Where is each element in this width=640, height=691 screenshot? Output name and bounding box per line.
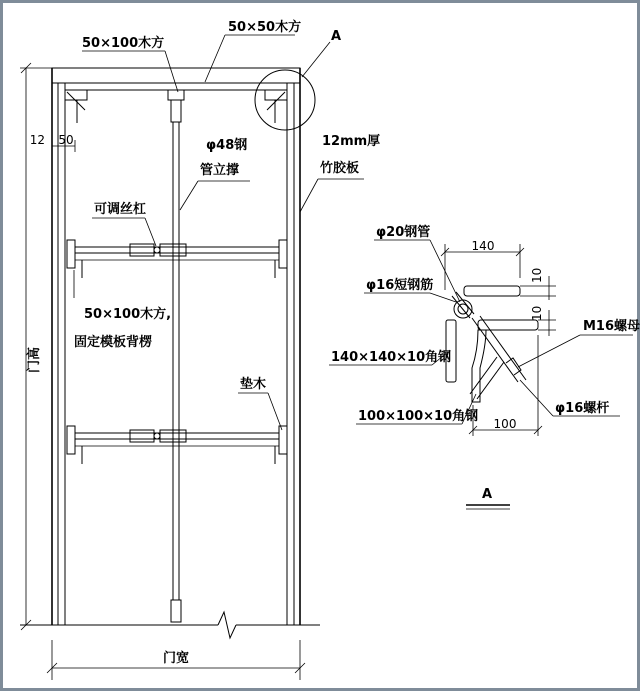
dimensions: [20, 63, 305, 680]
horizontal-brace-2: [67, 426, 287, 464]
label-short-bar-16: φ16短钢筋: [366, 278, 434, 293]
label-timber-back-1: 50×100木方,: [84, 307, 172, 322]
detail-dim-140: 140: [471, 239, 495, 253]
post-top-cap: [168, 90, 184, 100]
top-timber: [52, 68, 300, 83]
angle-100-vertical-leg: [472, 330, 486, 402]
detail-dim-10-top: 10: [530, 267, 544, 283]
detail-a-leader: [302, 42, 330, 77]
corner-block-right: [265, 90, 287, 100]
post-base: [171, 600, 181, 622]
label-timber-50x50: 50×50木方: [228, 20, 302, 35]
label-pad-wood: 垫木: [240, 377, 267, 392]
label-steel-pipe-1: φ48钢: [206, 138, 248, 153]
main-labels: [74, 19, 380, 430]
dim-12: 12: [29, 133, 45, 147]
label-detail-a: A: [331, 29, 342, 44]
door-height-label: 门高: [27, 346, 42, 374]
corner-block-left: [65, 90, 87, 100]
label-timber-back-2: 固定模板背楞: [74, 335, 153, 350]
bolt-16-upper: [472, 318, 518, 382]
door-width-label: 门宽: [162, 651, 190, 666]
angle-140-top-leg: [464, 286, 520, 296]
horizontal-brace-1: [67, 240, 287, 278]
label-timber-50x100: 50×100木方: [82, 36, 165, 51]
detail-dim-10-bottom: 10: [530, 305, 544, 321]
label-bolt-16: φ16螺杆: [555, 401, 610, 416]
label-angle-140: 140×140×10角钢: [331, 350, 452, 365]
label-pipe-20: φ20钢管: [376, 225, 431, 240]
detail-a-title: A: [481, 487, 493, 502]
label-nut-m16: M16螺母: [583, 319, 640, 334]
door-frame: [20, 42, 330, 638]
post-top-screw: [171, 100, 181, 122]
label-plywood-1: 12mm厚: [322, 134, 381, 149]
ground-break: [218, 612, 236, 638]
detail-dim-100: 100: [493, 417, 517, 431]
label-plywood-2: 竹胶板: [320, 161, 360, 176]
label-angle-100: 100×100×10角钢: [358, 409, 479, 424]
detail-a-drawing: [329, 224, 640, 509]
label-adjustable-screw: 可调丝杠: [94, 202, 147, 217]
dim-50: 50: [58, 133, 74, 147]
label-steel-pipe-2: 管立撑: [200, 163, 240, 178]
